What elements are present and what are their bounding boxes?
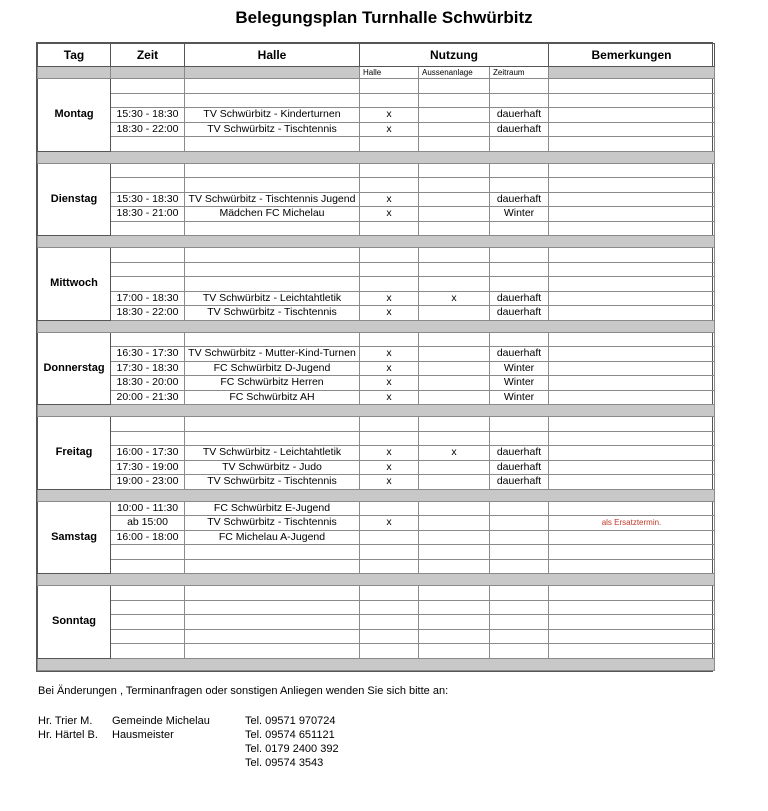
period-cell (490, 586, 549, 601)
hall-cell: TV Schwürbitz - Judo (185, 460, 360, 475)
time-cell: 18:30 - 22:00 (111, 122, 185, 137)
table-row (38, 600, 715, 615)
hall-cell (185, 644, 360, 659)
remarks-cell (549, 347, 715, 362)
remarks-cell (549, 122, 715, 137)
usage-aussen-cell (419, 431, 490, 446)
time-cell (111, 332, 185, 347)
page-title: Belegungsplan Turnhalle Schwürbitz (235, 8, 533, 27)
table-row (38, 501, 715, 516)
subheader-spacer (185, 67, 360, 79)
usage-halle-cell (360, 530, 419, 545)
period-cell (490, 163, 549, 178)
period-cell: dauerhaft (490, 291, 549, 306)
usage-aussen-cell (419, 221, 490, 236)
time-cell: 16:00 - 18:00 (111, 530, 185, 545)
time-cell: 20:00 - 21:30 (111, 390, 185, 405)
period-cell: dauerhaft (490, 122, 549, 137)
table-row (38, 221, 715, 236)
table-row (38, 192, 715, 207)
subheader-spacer (549, 67, 715, 79)
usage-halle-cell: x (360, 306, 419, 321)
usage-halle-cell: x (360, 192, 419, 207)
usage-aussen-cell (419, 559, 490, 574)
period-cell (490, 530, 549, 545)
hall-cell (185, 221, 360, 236)
remarks-cell (549, 192, 715, 207)
table-row (38, 586, 715, 601)
usage-halle-cell (360, 178, 419, 193)
usage-halle-cell (360, 545, 419, 560)
usage-aussen-cell (419, 361, 490, 376)
hall-cell (185, 178, 360, 193)
time-cell (111, 417, 185, 432)
usage-halle-cell (360, 586, 419, 601)
usage-aussen-cell (419, 530, 490, 545)
usage-halle-cell: x (360, 207, 419, 222)
usage-aussen-cell (419, 108, 490, 123)
period-cell: dauerhaft (490, 460, 549, 475)
header-nutzung: Nutzung (360, 44, 549, 67)
period-cell: dauerhaft (490, 446, 549, 461)
time-cell (111, 644, 185, 659)
time-cell (111, 163, 185, 178)
contact-name: Hr. Trier M. (38, 715, 93, 727)
time-cell (111, 178, 185, 193)
usage-aussen-cell (419, 516, 490, 531)
usage-halle-cell: x (360, 108, 419, 123)
usage-aussen-cell: x (419, 446, 490, 461)
hall-cell (185, 431, 360, 446)
usage-aussen-cell (419, 600, 490, 615)
period-cell: dauerhaft (490, 475, 549, 490)
remarks-cell (549, 600, 715, 615)
usage-halle-cell: x (360, 460, 419, 475)
hall-cell (185, 629, 360, 644)
remarks-cell (549, 291, 715, 306)
time-cell: 16:30 - 17:30 (111, 347, 185, 362)
subheader-halle: Halle (360, 67, 419, 79)
remarks-cell (549, 615, 715, 630)
separator-cell (38, 489, 715, 501)
table-row (38, 545, 715, 560)
usage-aussen-cell (419, 545, 490, 560)
remarks-cell (549, 93, 715, 108)
period-cell (490, 93, 549, 108)
hall-cell (185, 332, 360, 347)
usage-aussen-cell (419, 332, 490, 347)
usage-halle-cell: x (360, 446, 419, 461)
period-cell (490, 559, 549, 574)
schedule-body (38, 79, 715, 671)
remarks-cell (549, 79, 715, 94)
hall-cell: FC Schwürbitz Herren (185, 376, 360, 391)
period-cell: dauerhaft (490, 306, 549, 321)
remarks-cell (549, 446, 715, 461)
subheader-aussenanlage: Aussenanlage (419, 67, 490, 79)
usage-halle-cell (360, 431, 419, 446)
time-cell (111, 629, 185, 644)
table-row (38, 644, 715, 659)
hall-cell: TV Schwürbitz - Tischtennis Jugend (185, 192, 360, 207)
usage-aussen-cell (419, 277, 490, 292)
hall-cell (185, 137, 360, 152)
usage-aussen-cell (419, 417, 490, 432)
day-label: Donnerstag (38, 332, 111, 405)
usage-halle-cell: x (360, 390, 419, 405)
hall-cell (185, 600, 360, 615)
period-cell (490, 178, 549, 193)
hall-cell (185, 559, 360, 574)
usage-halle-cell (360, 644, 419, 659)
usage-aussen-cell (419, 586, 490, 601)
usage-halle-cell (360, 417, 419, 432)
hall-cell: FC Schwürbitz AH (185, 390, 360, 405)
usage-aussen-cell (419, 207, 490, 222)
period-cell: Winter (490, 376, 549, 391)
hall-cell (185, 417, 360, 432)
table-row (38, 629, 715, 644)
header-halle: Halle (185, 44, 360, 67)
remarks-cell (549, 586, 715, 601)
time-cell: 15:30 - 18:30 (111, 192, 185, 207)
time-cell: 18:30 - 22:00 (111, 306, 185, 321)
usage-aussen-cell (419, 501, 490, 516)
table-row (38, 615, 715, 630)
remarks-cell (549, 460, 715, 475)
table-row (38, 178, 715, 193)
table-row (38, 291, 715, 306)
subheader-row (38, 67, 715, 79)
time-cell: 18:30 - 21:00 (111, 207, 185, 222)
hall-cell: FC Michelau A-Jugend (185, 530, 360, 545)
table-row (38, 390, 715, 405)
time-cell (111, 79, 185, 94)
usage-halle-cell (360, 248, 419, 263)
remarks-cell (549, 306, 715, 321)
period-cell (490, 332, 549, 347)
remarks-cell (549, 644, 715, 659)
remarks-cell (549, 559, 715, 574)
remarks-cell (549, 221, 715, 236)
usage-halle-cell: x (360, 291, 419, 306)
subheader-spacer (111, 67, 185, 79)
period-cell (490, 501, 549, 516)
separator-cell (38, 405, 715, 417)
usage-halle-cell: x (360, 376, 419, 391)
usage-halle-cell (360, 600, 419, 615)
table-row (38, 332, 715, 347)
usage-aussen-cell (419, 347, 490, 362)
remarks-cell (549, 163, 715, 178)
time-cell (111, 559, 185, 574)
table-row (38, 277, 715, 292)
table-row (38, 93, 715, 108)
usage-aussen-cell (419, 79, 490, 94)
usage-halle-cell (360, 332, 419, 347)
remarks-cell (549, 629, 715, 644)
hall-cell: TV Schwürbitz - Tischtennis (185, 306, 360, 321)
usage-aussen-cell (419, 163, 490, 178)
usage-halle-cell (360, 277, 419, 292)
table-row (38, 446, 715, 461)
hall-cell: TV Schwürbitz - Leichtahtletik (185, 291, 360, 306)
period-cell (490, 431, 549, 446)
footer-intro: Bei Änderungen , Terminanfragen oder sonstigen Anliegen wenden Sie sich bitte an: (38, 685, 449, 697)
usage-aussen-cell: x (419, 291, 490, 306)
time-cell (111, 262, 185, 277)
usage-aussen-cell (419, 192, 490, 207)
contact-phone: Tel. 0179 2400 392 (245, 743, 339, 755)
hall-cell: TV Schwürbitz - Tischtennis (185, 516, 360, 531)
period-cell (490, 516, 549, 531)
hall-cell (185, 79, 360, 94)
day-separator (38, 574, 715, 586)
table-row (38, 306, 715, 321)
remarks-cell (549, 376, 715, 391)
time-cell: 15:30 - 18:30 (111, 108, 185, 123)
usage-aussen-cell (419, 376, 490, 391)
time-cell (111, 600, 185, 615)
time-cell: 16:00 - 17:30 (111, 446, 185, 461)
table-row (38, 248, 715, 263)
contact-phone: Tel. 09574 3543 (245, 757, 324, 769)
remarks-cell (549, 475, 715, 490)
hall-cell: FC Schwürbitz D-Jugend (185, 361, 360, 376)
table-row (38, 460, 715, 475)
day-separator (38, 236, 715, 248)
hall-cell: TV Schwürbitz - Leichtahtletik (185, 446, 360, 461)
time-cell (111, 615, 185, 630)
period-cell (490, 644, 549, 659)
remarks-cell (549, 390, 715, 405)
usage-halle-cell (360, 163, 419, 178)
hall-cell: TV Schwürbitz - Kinderturnen (185, 108, 360, 123)
table-row (38, 207, 715, 222)
table-row (38, 347, 715, 362)
hall-cell (185, 277, 360, 292)
usage-aussen-cell (419, 178, 490, 193)
hall-cell (185, 586, 360, 601)
remarks-cell (549, 361, 715, 376)
remarks-cell (549, 108, 715, 123)
day-label: Montag (38, 79, 111, 152)
day-label: Mittwoch (38, 248, 111, 321)
period-cell: dauerhaft (490, 108, 549, 123)
table-row (38, 475, 715, 490)
period-cell (490, 277, 549, 292)
time-cell (111, 277, 185, 292)
usage-halle-cell (360, 93, 419, 108)
day-label: Samstag (38, 501, 111, 574)
remarks-cell (549, 332, 715, 347)
table-row (38, 559, 715, 574)
day-separator (38, 320, 715, 332)
day-label: Dienstag (38, 163, 111, 236)
usage-halle-cell: x (360, 122, 419, 137)
table-row (38, 108, 715, 123)
day-separator (38, 658, 715, 670)
table-row (38, 516, 715, 531)
time-cell (111, 431, 185, 446)
time-cell: 17:30 - 19:00 (111, 460, 185, 475)
usage-aussen-cell (419, 390, 490, 405)
subheader-zeitraum: Zeitraum (490, 67, 549, 79)
usage-aussen-cell (419, 306, 490, 321)
period-cell (490, 600, 549, 615)
remarks-cell (549, 277, 715, 292)
header-zeit: Zeit (111, 44, 185, 67)
contact-role: Gemeinde Michelau (112, 715, 210, 727)
hall-cell (185, 615, 360, 630)
time-cell: ab 15:00 (111, 516, 185, 531)
hall-cell: TV Schwürbitz - Tischtennis (185, 122, 360, 137)
table-row (38, 431, 715, 446)
subheader-spacer (38, 67, 111, 79)
period-cell (490, 137, 549, 152)
hall-cell: FC Schwürbitz E-Jugend (185, 501, 360, 516)
hall-cell: Mädchen FC Michelau (185, 207, 360, 222)
time-cell: 18:30 - 20:00 (111, 376, 185, 391)
period-cell: dauerhaft (490, 192, 549, 207)
header-bemerkungen: Bemerkungen (549, 44, 715, 67)
hall-cell: TV Schwürbitz - Tischtennis (185, 475, 360, 490)
usage-halle-cell (360, 501, 419, 516)
day-label: Sonntag (38, 586, 111, 659)
usage-aussen-cell (419, 460, 490, 475)
separator-cell (38, 320, 715, 332)
period-cell (490, 79, 549, 94)
usage-aussen-cell (419, 122, 490, 137)
remarks-cell: als Ersatztermin. (549, 516, 715, 531)
period-cell (490, 629, 549, 644)
time-cell: 17:30 - 18:30 (111, 361, 185, 376)
usage-halle-cell: x (360, 361, 419, 376)
separator-cell (38, 574, 715, 586)
header-tag: Tag (38, 44, 111, 67)
table-row (38, 530, 715, 545)
remarks-cell (549, 248, 715, 263)
period-cell (490, 417, 549, 432)
usage-aussen-cell (419, 475, 490, 490)
hall-cell (185, 545, 360, 560)
usage-halle-cell (360, 559, 419, 574)
time-cell (111, 221, 185, 236)
period-cell: Winter (490, 207, 549, 222)
remarks-cell (549, 178, 715, 193)
usage-halle-cell (360, 615, 419, 630)
period-cell: dauerhaft (490, 347, 549, 362)
remarks-cell (549, 545, 715, 560)
time-cell (111, 248, 185, 263)
usage-aussen-cell (419, 137, 490, 152)
day-separator (38, 405, 715, 417)
schedule-table (36, 42, 713, 672)
day-separator (38, 151, 715, 163)
usage-halle-cell (360, 79, 419, 94)
table-row (38, 163, 715, 178)
hall-cell: TV Schwürbitz - Mutter-Kind-Turnen (185, 347, 360, 362)
table-row (38, 417, 715, 432)
time-cell: 17:00 - 18:30 (111, 291, 185, 306)
header-row (38, 44, 715, 67)
usage-aussen-cell (419, 248, 490, 263)
time-cell (111, 586, 185, 601)
time-cell (111, 93, 185, 108)
table-row (38, 137, 715, 152)
remarks-cell (549, 417, 715, 432)
usage-halle-cell (360, 262, 419, 277)
remarks-cell (549, 431, 715, 446)
hall-cell (185, 248, 360, 263)
remarks-cell (549, 501, 715, 516)
period-cell: Winter (490, 361, 549, 376)
time-cell: 10:00 - 11:30 (111, 501, 185, 516)
table-row (38, 361, 715, 376)
usage-halle-cell (360, 629, 419, 644)
usage-aussen-cell (419, 93, 490, 108)
contact-phone: Tel. 09571 970724 (245, 715, 336, 727)
remarks-cell (549, 262, 715, 277)
period-cell (490, 615, 549, 630)
usage-aussen-cell (419, 629, 490, 644)
usage-halle-cell: x (360, 475, 419, 490)
time-cell (111, 545, 185, 560)
hall-cell (185, 262, 360, 277)
separator-cell (38, 151, 715, 163)
usage-aussen-cell (419, 644, 490, 659)
time-cell (111, 137, 185, 152)
remarks-cell (549, 530, 715, 545)
table-row (38, 262, 715, 277)
table-row (38, 376, 715, 391)
usage-aussen-cell (419, 262, 490, 277)
table-row (38, 122, 715, 137)
contact-role: Hausmeister (112, 729, 174, 741)
contact-phone: Tel. 09574 651121 (245, 729, 335, 741)
time-cell: 19:00 - 23:00 (111, 475, 185, 490)
hall-cell (185, 163, 360, 178)
table-row (38, 79, 715, 94)
remarks-cell (549, 207, 715, 222)
period-cell (490, 262, 549, 277)
period-cell: Winter (490, 390, 549, 405)
separator-cell (38, 658, 715, 670)
hall-cell (185, 93, 360, 108)
remarks-cell (549, 137, 715, 152)
period-cell (490, 221, 549, 236)
usage-halle-cell: x (360, 516, 419, 531)
period-cell (490, 248, 549, 263)
usage-halle-cell: x (360, 347, 419, 362)
usage-halle-cell (360, 221, 419, 236)
day-label: Freitag (38, 417, 111, 490)
contact-name: Hr. Härtel B. (38, 729, 98, 741)
separator-cell (38, 236, 715, 248)
period-cell (490, 545, 549, 560)
usage-halle-cell (360, 137, 419, 152)
usage-aussen-cell (419, 615, 490, 630)
day-separator (38, 489, 715, 501)
